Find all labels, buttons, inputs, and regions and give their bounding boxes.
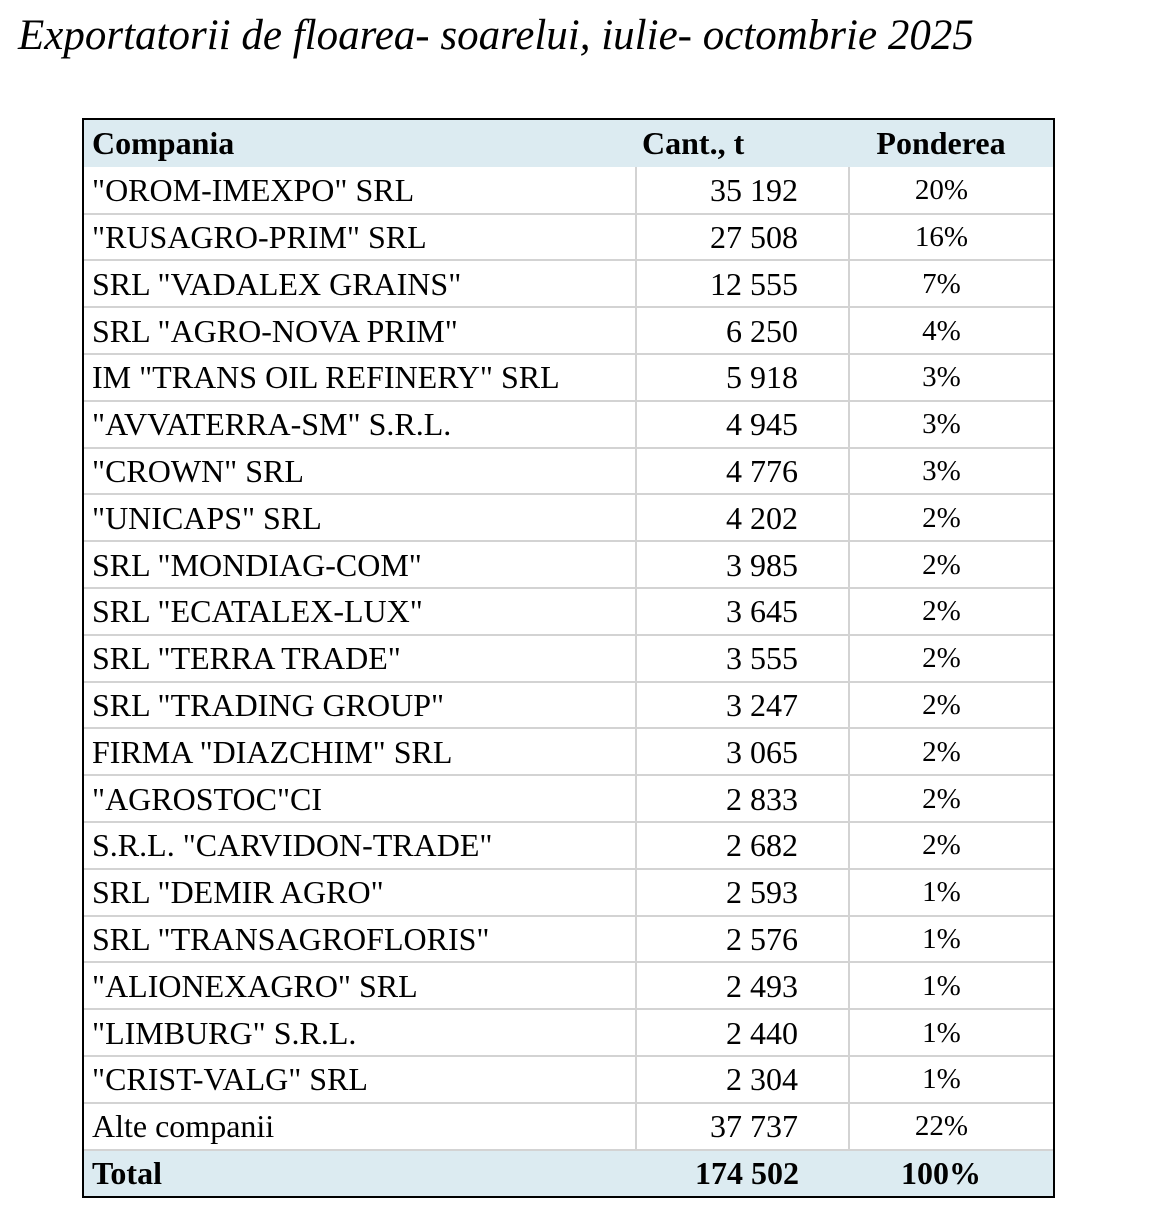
table-row — [84, 962, 1053, 1009]
quantity-cell: 2 682 — [636, 822, 849, 869]
share-cell: 3% — [849, 401, 1053, 448]
quantity-cell: 37 737 — [636, 1103, 849, 1150]
share-cell: 20% — [849, 167, 1053, 214]
quantity-cell: 4 776 — [636, 448, 849, 495]
share-cell: 22% — [849, 1103, 1053, 1150]
quantity-cell: 3 645 — [636, 588, 849, 635]
share-cell: 1% — [849, 869, 1053, 916]
table-row — [84, 494, 1053, 541]
company-cell: "LIMBURG" S.R.L. — [84, 1009, 636, 1056]
company-cell: FIRMA "DIAZCHIM" SRL — [84, 728, 636, 775]
table-header — [84, 120, 1053, 167]
share-cell: 2% — [849, 822, 1053, 869]
table-row — [84, 401, 1053, 448]
header-row — [84, 120, 1053, 167]
company-cell: SRL "TERRA TRADE" — [84, 635, 636, 682]
company-cell: "AVVATERRA-SM" S.R.L. — [84, 401, 636, 448]
quantity-cell: 4 945 — [636, 401, 849, 448]
table-row — [84, 1103, 1053, 1150]
quantity-cell: 35 192 — [636, 167, 849, 214]
share-cell: 2% — [849, 588, 1053, 635]
company-cell: SRL "TRADING GROUP" — [84, 682, 636, 729]
table-row — [84, 869, 1053, 916]
table-row — [84, 588, 1053, 635]
page-title: Exportatorii de floarea- soarelui, iulie- octombrie 2025 — [18, 12, 974, 59]
company-cell: "ALIONEXAGRO" SRL — [84, 962, 636, 1009]
exporters-table — [84, 120, 1053, 1196]
quantity-cell: 3 247 — [636, 682, 849, 729]
quantity-cell: 2 833 — [636, 775, 849, 822]
table-row — [84, 354, 1053, 401]
table-row — [84, 260, 1053, 307]
company-cell: "CROWN" SRL — [84, 448, 636, 495]
table-row — [84, 448, 1053, 495]
share-cell: 2% — [849, 728, 1053, 775]
column-header-share: Ponderea — [849, 120, 1053, 167]
table-footer — [84, 1150, 1053, 1197]
quantity-cell: 2 304 — [636, 1056, 849, 1103]
quantity-cell: 2 593 — [636, 869, 849, 916]
share-cell: 1% — [849, 1056, 1053, 1103]
company-cell: Alte companii — [84, 1103, 636, 1150]
share-cell: 3% — [849, 448, 1053, 495]
company-cell: "OROM-IMEXPO" SRL — [84, 167, 636, 214]
share-cell: 7% — [849, 260, 1053, 307]
table-row — [84, 1056, 1053, 1103]
share-cell: 4% — [849, 307, 1053, 354]
company-cell: SRL "TRANSAGROFLORIS" — [84, 916, 636, 963]
exporters-table-container — [82, 118, 1055, 1198]
company-cell: SRL "DEMIR AGRO" — [84, 869, 636, 916]
share-cell: 2% — [849, 682, 1053, 729]
quantity-cell: 27 508 — [636, 214, 849, 261]
company-cell: "AGROSTOC"CI — [84, 775, 636, 822]
quantity-cell: 5 918 — [636, 354, 849, 401]
table-row — [84, 775, 1053, 822]
quantity-cell: 6 250 — [636, 307, 849, 354]
company-cell: "CRIST-VALG" SRL — [84, 1056, 636, 1103]
quantity-cell: 12 555 — [636, 260, 849, 307]
company-cell: IM "TRANS OIL REFINERY" SRL — [84, 354, 636, 401]
table-row — [84, 916, 1053, 963]
company-cell: "UNICAPS" SRL — [84, 494, 636, 541]
quantity-cell: 2 440 — [636, 1009, 849, 1056]
total-quantity: 174 502 — [636, 1150, 849, 1197]
company-cell: S.R.L. "CARVIDON-TRADE" — [84, 822, 636, 869]
total-label: Total — [84, 1150, 636, 1197]
share-cell: 16% — [849, 214, 1053, 261]
total-share: 100% — [849, 1150, 1053, 1197]
quantity-cell: 3 555 — [636, 635, 849, 682]
share-cell: 1% — [849, 916, 1053, 963]
quantity-cell: 3 065 — [636, 728, 849, 775]
table-row — [84, 1009, 1053, 1056]
table-row — [84, 728, 1053, 775]
company-cell: SRL "ECATALEX-LUX" — [84, 588, 636, 635]
share-cell: 2% — [849, 635, 1053, 682]
table-row — [84, 541, 1053, 588]
table-body — [84, 167, 1053, 1150]
company-cell: SRL "AGRO-NOVA PRIM" — [84, 307, 636, 354]
share-cell: 3% — [849, 354, 1053, 401]
quantity-cell: 4 202 — [636, 494, 849, 541]
table-row — [84, 307, 1053, 354]
table-row — [84, 635, 1053, 682]
table-row — [84, 167, 1053, 214]
share-cell: 2% — [849, 775, 1053, 822]
column-header-company: Compania — [84, 120, 636, 167]
table-row — [84, 682, 1053, 729]
company-cell: SRL "VADALEX GRAINS" — [84, 260, 636, 307]
quantity-cell: 2 576 — [636, 916, 849, 963]
table-row — [84, 822, 1053, 869]
quantity-cell: 3 985 — [636, 541, 849, 588]
company-cell: SRL "MONDIAG-COM" — [84, 541, 636, 588]
share-cell: 2% — [849, 541, 1053, 588]
column-header-quantity: Cant., t — [636, 120, 849, 167]
company-cell: "RUSAGRO-PRIM" SRL — [84, 214, 636, 261]
share-cell: 2% — [849, 494, 1053, 541]
total-row — [84, 1150, 1053, 1197]
table-row — [84, 214, 1053, 261]
quantity-cell: 2 493 — [636, 962, 849, 1009]
share-cell: 1% — [849, 962, 1053, 1009]
share-cell: 1% — [849, 1009, 1053, 1056]
